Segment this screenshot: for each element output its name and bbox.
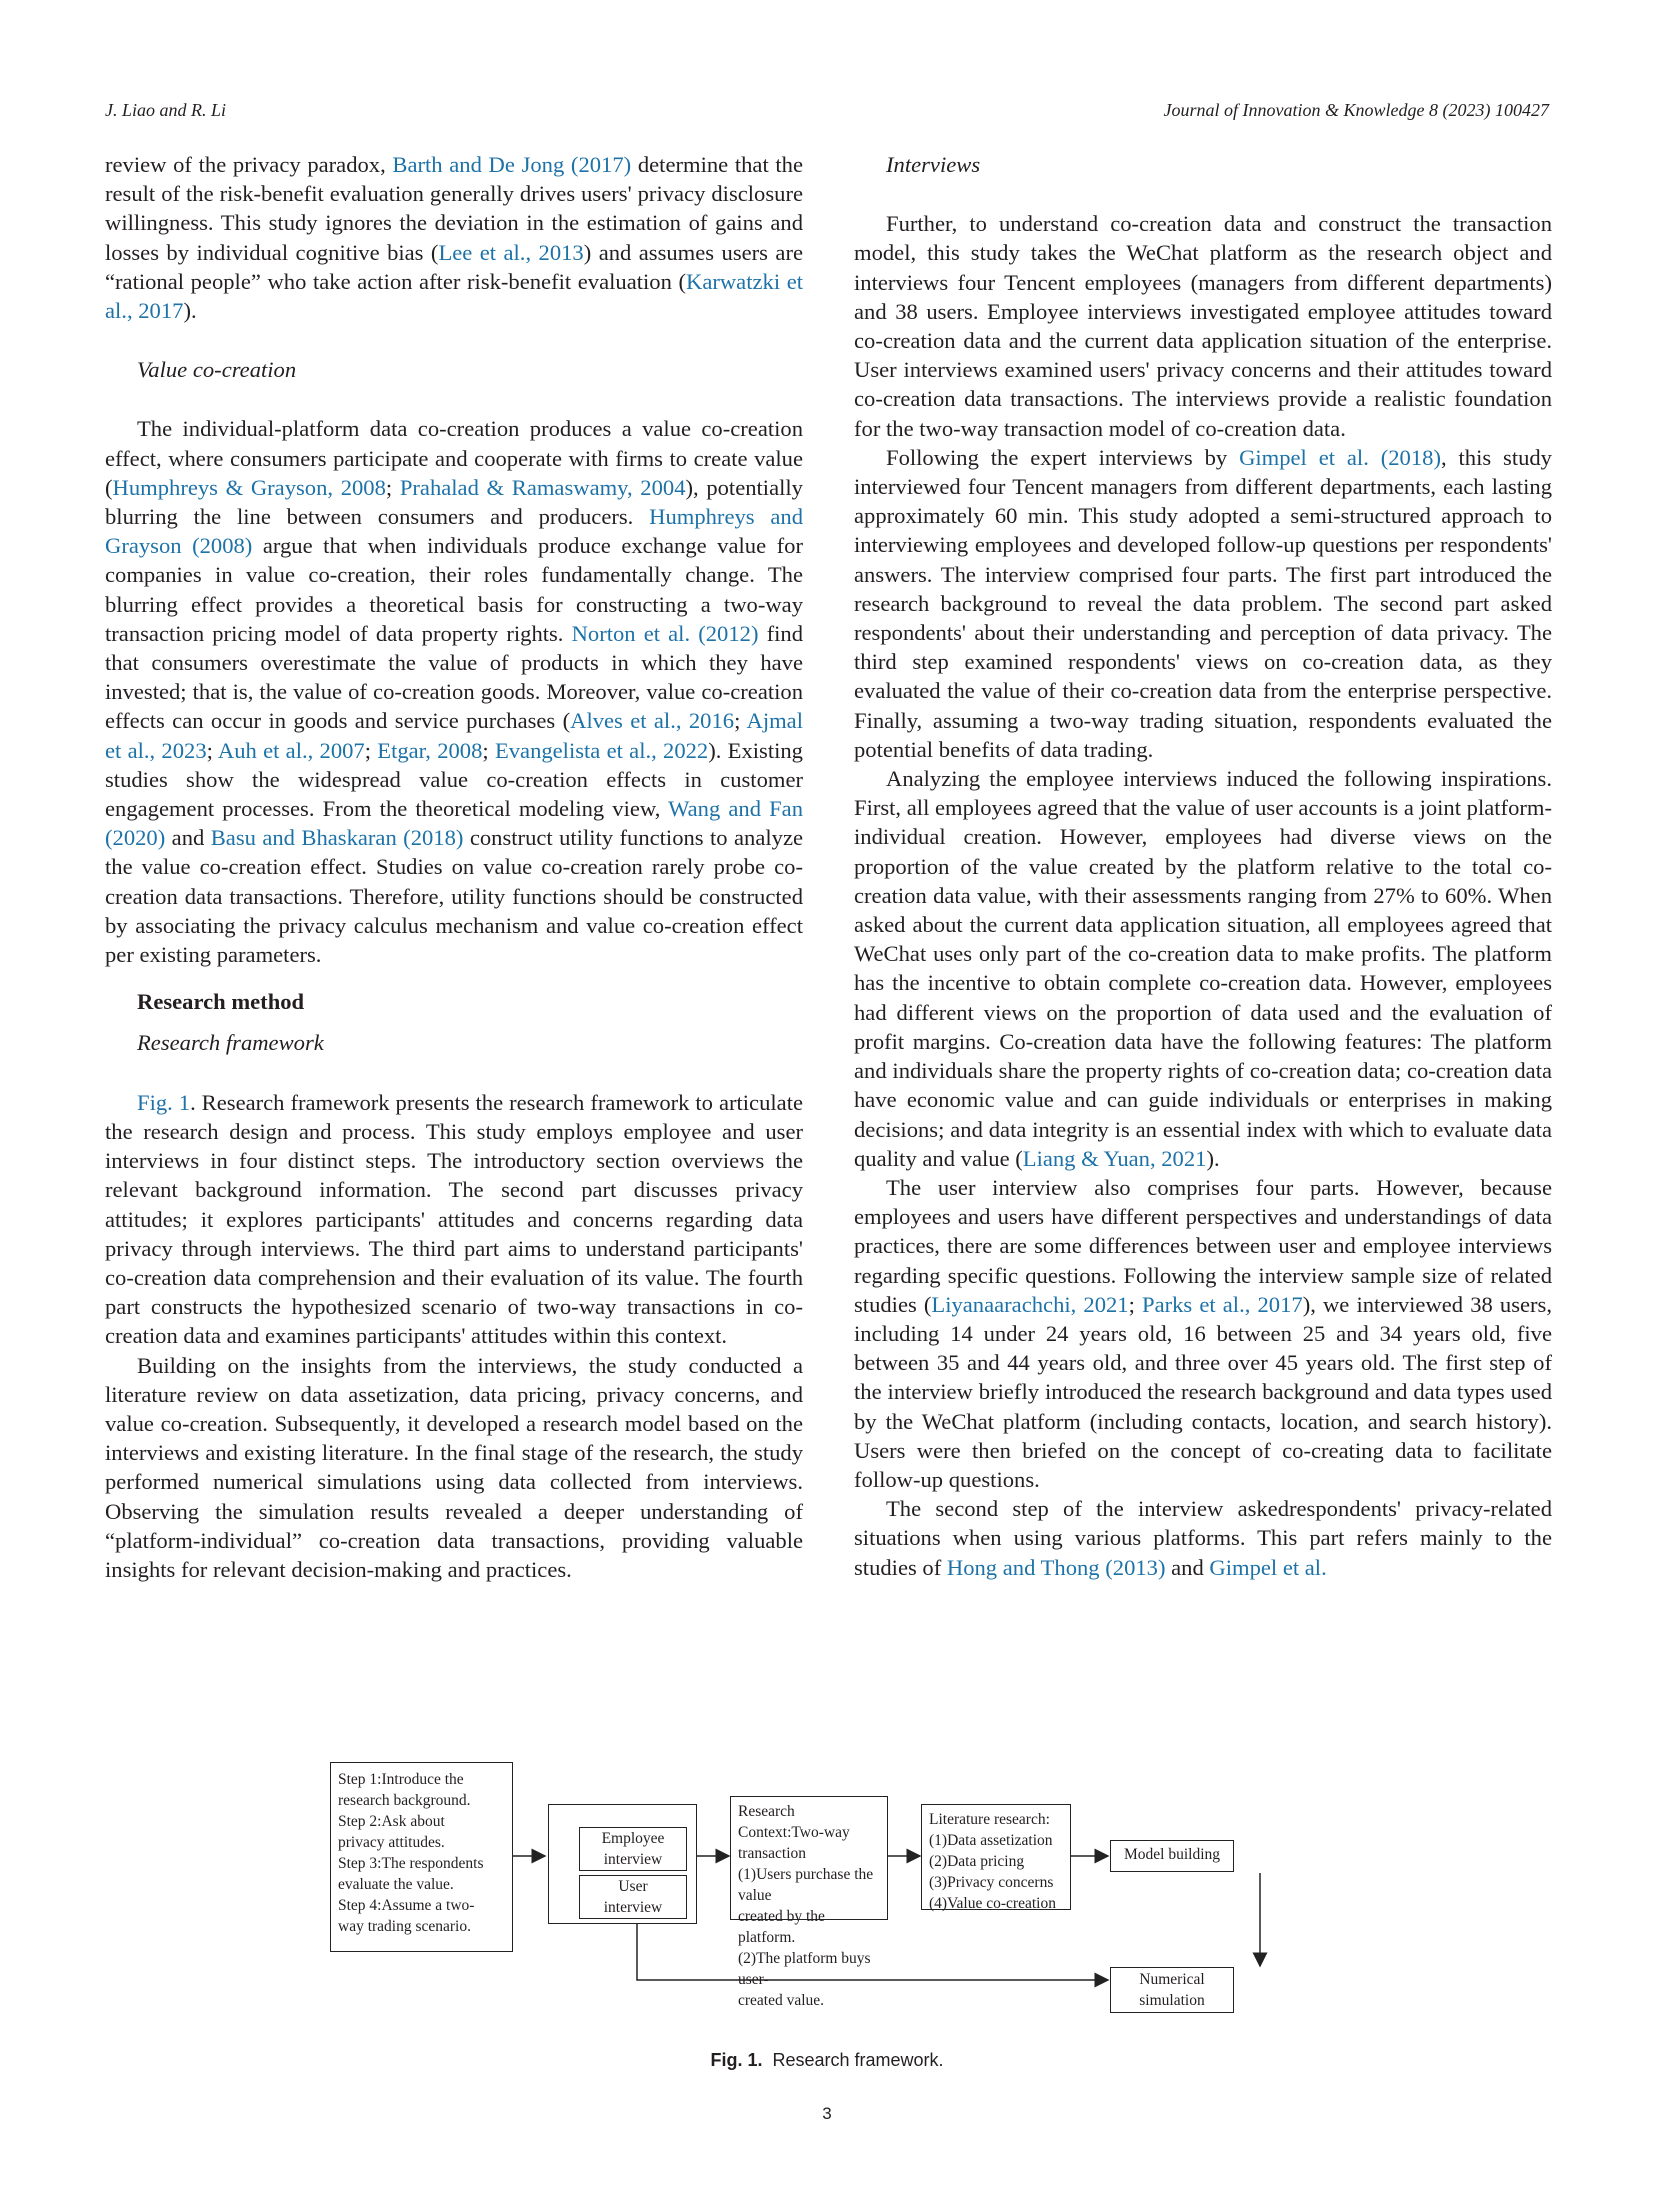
text-run: argue that when individuals produce exchange value for companies in value co-creation, their roles fundamentally change. The blurring effect provides a theoretical basis for constructing a two-way transaction pricing model of data property rights.: [105, 533, 803, 646]
text-run: determine that the result of the risk-benefit evaluation generally drives users' privacy disclosure willingness. This study ignores the deviation in the estimation of gains and losses by individual cognitive bias (: [105, 152, 803, 265]
text-run: ;: [364, 737, 378, 763]
citation-link[interactable]: Liyanaarachchi, 2021: [931, 1291, 1129, 1317]
figure-caption: [0, 2050, 1654, 2071]
text-run: ).: [183, 298, 197, 324]
box-line: (3)Privacy concerns: [929, 1874, 1054, 1891]
citation-link[interactable]: Prahalad & Ramaswamy, 2004: [399, 474, 686, 500]
box-line: (2)Data pricing: [929, 1853, 1025, 1870]
citation-link[interactable]: Fig. 1: [137, 1089, 191, 1115]
text-run: Analyzing the employee interviews induced the following inspirations. First, all employees agreed that the value of user accounts is a joint platform-individual creation. However, employees had diverse views on the proportion of the value created by the platform relative to the total co-creation data value, with their assessments ranging from 27% to 60%. When asked about the current data application situation, all employees agreed that WeChat uses only part of the co-creation data to make profits. The platform has the incentive to obtain complete co-creation data. However, employees had different views on the proportion of data used and the evaluation of profit margins. Co-creation data have the following features: The platform and individuals share the property rights of co-creation data; co-creation data have economic value and can guide individuals or enterprises in making decisions; and data integrity is an essential index with which to evaluate data quality and value (: [854, 766, 1552, 1171]
caption-label: Fig. 1.: [710, 2050, 763, 2070]
citation-link[interactable]: Humphreys & Grayson, 2008: [112, 474, 386, 500]
paragraph: [854, 764, 1552, 1173]
citation-link[interactable]: Norton et al. (2012): [571, 620, 759, 646]
box-line: User: [618, 1878, 648, 1895]
text-run: and: [165, 825, 211, 851]
citation-link[interactable]: Parks et al., 2017: [1142, 1291, 1303, 1317]
text-run: , this study interviewed four Tencent managers from different departments, each lasting approximately 60 min. This study adopted a semi-structured approach to interviewing employees and developed follow-up questions per respondents' answers. The interview comprised four parts. The first part introduced the research background to reveal the data problem. The second part asked respondents' about their understanding and perception of data privacy. The third step examined respondents' views on co-creation data, as they evaluated the value of their co-creation data from the enterprise perspective. Finally, assuming a two-way trading situation, respondents evaluated the potential benefits of data trading.: [854, 444, 1552, 762]
paragraph: [105, 1351, 803, 1585]
interviews-box: [548, 1804, 697, 1924]
citation-link[interactable]: Barth and De Jong (2017): [392, 152, 632, 177]
page-number: 3: [822, 2104, 832, 2123]
box-line: (1)Users purchase the value: [738, 1866, 874, 1904]
box-line: created value.: [738, 1992, 825, 2009]
citation-link[interactable]: Lee et al., 2013: [438, 239, 584, 265]
employee-interview-box: [579, 1827, 687, 1871]
citation-link[interactable]: Etgar, 2008: [377, 737, 483, 763]
citation-link[interactable]: Hong and Thong (2013): [946, 1554, 1166, 1580]
left-column: [105, 150, 803, 1584]
citation-link[interactable]: Gimpel et al. (2018): [1239, 444, 1441, 470]
box-line: way trading scenario.: [338, 1918, 471, 1935]
box-line: Step 2:Ask about: [338, 1813, 445, 1830]
text-run: ;: [1128, 1291, 1143, 1317]
text-run: find that consumers overestimate the value of products in which they have invested; that is, the value of co-creation goods. Moreover, value co-creation effects can occur in goods and service purchases (: [105, 620, 804, 734]
text-run: Following the expert interviews by: [886, 444, 1240, 470]
text-run: The individual-platform data co-creation produces a value co-creation effect, where consumers participate and cooperate with firms to create value (: [105, 416, 803, 500]
paragraph: [854, 1173, 1552, 1494]
box-line: (4)Value co-creation: [929, 1895, 1056, 1912]
text-run: ;: [734, 708, 747, 734]
text-run: ) and assumes users are “rational people” who take action after risk-benefit evaluation (: [105, 239, 803, 294]
citation-link[interactable]: Ajmal et al., 2023: [105, 708, 803, 763]
running-header: [105, 100, 1549, 124]
text-run: ), we interviewed 38 users, including 14 under 24 years old, 16 between 25 and 34 years old, five between 35 and 44 years old, and three over 45 years old. The first step of the interview briefly introduced the research background and data types used by the WeChat platform (including contacts, location, and search history). Users were then briefed on the concept of co-creating data to facilitate follow-up questions.: [854, 1291, 1553, 1492]
box-line: Research Context:Two-way: [738, 1803, 850, 1841]
model-building-box: Model building: [1110, 1840, 1234, 1872]
citation-link[interactable]: Liang & Yuan, 2021: [1022, 1145, 1207, 1171]
text-run: . Research framework presents the research framework to articulate the research design and process. This study employs employee and user interviews in four distinct steps. The introductory section overviews the relevant background information. The second part discusses privacy attitudes; it explores participants' attitudes and concerns regarding data privacy through interviews. The third part aims to understand participants' co-creation data comprehension and their evaluation of its value. The fourth part constructs the hypothesized scenario of two-way transactions in co-creation data and examines participants' attitudes within this context.: [105, 1089, 803, 1349]
section-heading-research-method: Research method: [137, 989, 305, 1015]
text-run: The second step of the interview askedrespondents' privacy-related situations when using various platforms. This part refers mainly to the studies of: [854, 1496, 1552, 1580]
paragraph: [854, 1494, 1552, 1582]
right-column: [854, 150, 1552, 1582]
text-run: The user interview also comprises four parts. However, because employees and users have different perspectives and understandings of data practices, there are some differences between user and employee interviews regarding specific questions. Following the interview sample size of related studies (: [854, 1174, 1552, 1317]
citation-link[interactable]: Auh et al., 2007: [217, 737, 365, 763]
box-line: (1)Data assetization: [929, 1832, 1053, 1849]
header-journal: Journal of Innovation & Knowledge 8 (2023) 100427: [1163, 100, 1549, 120]
citation-link[interactable]: Alves et al., 2016: [570, 708, 735, 734]
text-run: and: [1165, 1554, 1210, 1580]
text-run: ;: [385, 474, 400, 500]
text-run: ;: [206, 737, 218, 763]
steps-box: [330, 1762, 513, 1952]
text-run: construct utility functions to analyze the value co-creation effect. Studies on value co-creation rarely probe co-creation data transactions. Therefore, utility functions should be constructed by associating the privacy calculus mechanism and value co-creation effect per existing parameters.: [105, 825, 803, 968]
text-run: ).: [1206, 1145, 1220, 1171]
paragraph: [105, 150, 803, 325]
section-heading-interviews: Interviews: [886, 152, 981, 177]
box-line: privacy attitudes.: [338, 1834, 445, 1851]
citation-link[interactable]: Evangelista et al., 2022: [494, 737, 709, 763]
paragraph: [854, 443, 1552, 764]
section-heading-value-co-creation: Value co-creation: [137, 357, 297, 383]
section-heading-research-framework: Research framework: [137, 1030, 324, 1056]
box-line: (2)The platform buys user-: [738, 1950, 871, 1988]
paragraph: [105, 414, 803, 969]
numerical-simulation-box: [1110, 1967, 1234, 2013]
text-run: ;: [482, 737, 495, 763]
caption-text: Research framework.: [772, 2050, 944, 2070]
box-line: Step 3:The respondents: [338, 1855, 484, 1872]
text-run: ), potentially blurring the line between consumers and producers.: [105, 474, 803, 530]
text-run: ). Existing studies show the widespread value co-creation effects in customer engagement processes. From the theoretical modeling view,: [105, 737, 803, 822]
header-authors: J. Liao and R. Li: [105, 100, 227, 120]
box-line: Step 1:Introduce the: [338, 1771, 464, 1788]
citation-link[interactable]: Gimpel et al.: [1209, 1554, 1327, 1580]
box-line: evaluate the value.: [338, 1876, 454, 1893]
box-line: Employee: [601, 1830, 665, 1847]
citation-link[interactable]: Basu and Bhaskaran (2018): [210, 825, 464, 851]
box-line: Step 4:Assume a two-: [338, 1897, 475, 1914]
box-line: simulation: [1139, 1992, 1205, 2009]
box-line: created by the platform.: [738, 1908, 825, 1946]
citation-link[interactable]: Karwatzki et al., 2017: [105, 268, 803, 324]
text-run: review of the privacy paradox,: [105, 152, 393, 177]
box-line: interview: [603, 1899, 663, 1916]
user-interview-box: [579, 1875, 687, 1919]
box-line: interview: [603, 1851, 663, 1868]
citation-link[interactable]: Humphreys and Grayson (2008): [105, 504, 803, 559]
paragraph: [105, 1088, 803, 1351]
text-run: Building on the insights from the interviews, the study conducted a literature review on data assetization, data pricing, privacy concerns, and value co-creation. Subsequently, it developed a research model based on the interviews and existing literature. In the final stage of the research, the study performed numerical simulations using data collected from interviews. Observing the simulation results revealed a deeper understanding of “platform-individual” co-creation data transactions, providing valuable insights for relevant decision-making and practices.: [105, 1352, 803, 1582]
literature-research-box: [921, 1804, 1071, 1910]
text-run: Further, to understand co-creation data and construct the transaction model, this study takes the WeChat platform as the research object and interviews four Tencent employees (managers from different departments) and 38 users. Employee interviews investigated employee attitudes toward co-creation data and the current data application situation of the enterprise. User interviews examined users' privacy concerns and their attitudes toward co-creation data transactions. The interviews provide a realistic foundation for the two-way transaction model of co-creation data.: [854, 211, 1552, 441]
citation-link[interactable]: Wang and Fan (2020): [105, 796, 804, 851]
box-line: Literature research:: [929, 1811, 1050, 1828]
figure-research-framework: [330, 1762, 1330, 2032]
paragraph: [854, 209, 1552, 443]
research-context-box: [730, 1796, 888, 2009]
box-line: research background.: [338, 1792, 471, 1809]
box-line: Numerical: [1139, 1971, 1205, 1988]
box-line: transaction: [738, 1845, 807, 1862]
